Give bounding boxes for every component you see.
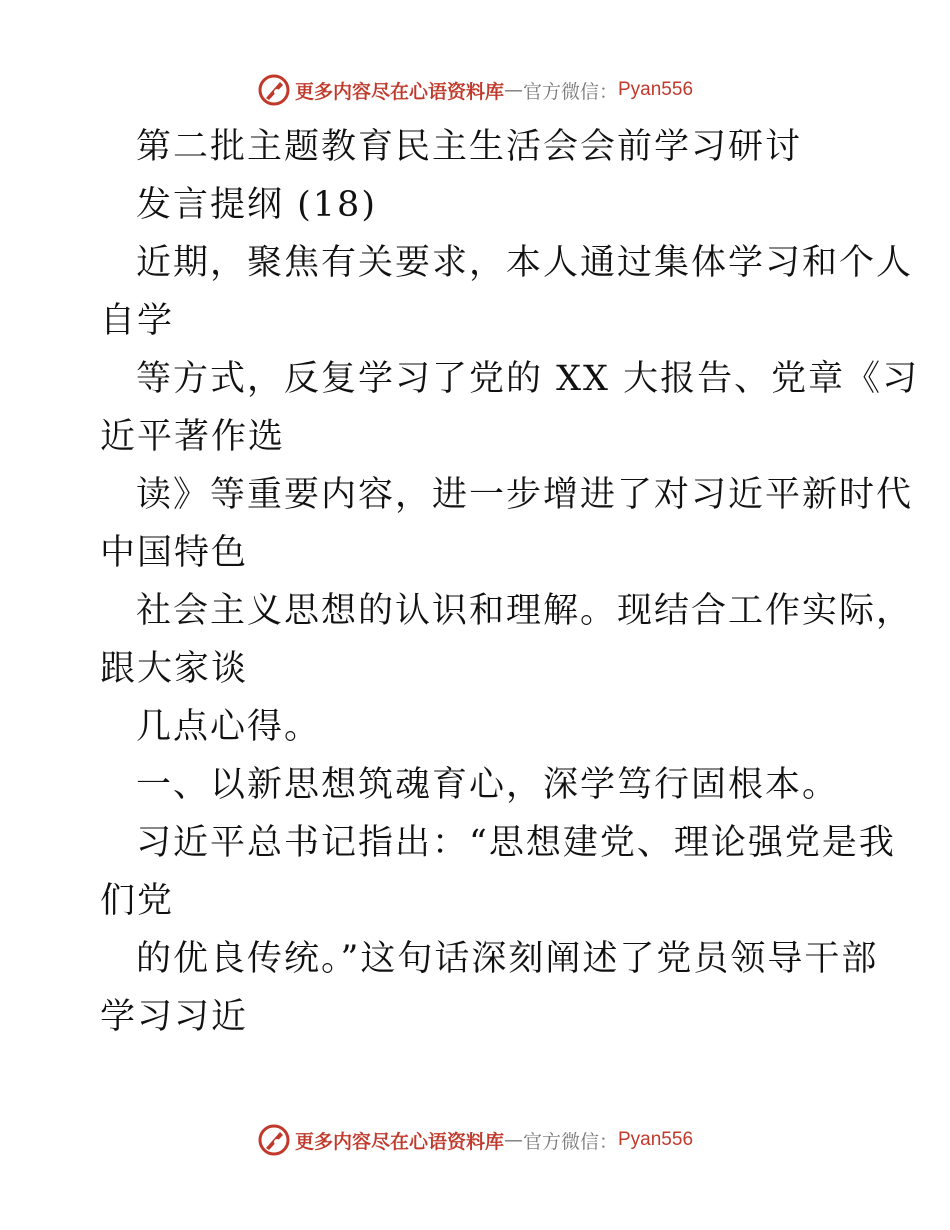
text-line: 近平著作选 xyxy=(100,417,286,457)
text-line: 跟大家谈 xyxy=(100,649,249,689)
pen-logo-icon xyxy=(257,1123,291,1157)
watermark-main-text: 更多内容尽在心语资料库 xyxy=(294,80,504,103)
text-line: 社会主义思想的认识和理解。现结合工作实际， xyxy=(136,591,914,631)
text-line: 几点心得。 xyxy=(136,707,322,747)
header-watermark xyxy=(0,70,950,110)
text-line: 一、以新思想筑魂育心，深学笃行固根本。 xyxy=(136,765,840,805)
text-line: 读》等重要内容，进一步增进了对习近平新时代 xyxy=(136,475,914,515)
text-line: 学习习近 xyxy=(100,997,249,1037)
text-line: 等方式，反复学习了党的 XX 大报告、党章《习 xyxy=(136,359,920,399)
watermark-contact-label: 官方微信： xyxy=(522,1130,618,1153)
watermark-main-text: 更多内容尽在心语资料库 xyxy=(294,1130,504,1153)
text-line: 中国特色 xyxy=(100,533,249,573)
pen-logo-icon xyxy=(257,73,291,107)
footer-watermark xyxy=(0,1120,950,1160)
watermark-contact-id: Pyan556 xyxy=(618,79,694,100)
text-line: 们党 xyxy=(100,881,175,921)
watermark-separator: — xyxy=(503,79,523,101)
text-line: 习近平总书记指出：“思想建党、理论强党是我 xyxy=(136,823,896,863)
watermark-contact-id: Pyan556 xyxy=(618,1129,694,1150)
text-line: 发言提纲 (18) xyxy=(136,185,377,225)
watermark-separator: — xyxy=(503,1129,523,1151)
document-body xyxy=(100,118,920,1046)
text-line: 近期，聚焦有关要求，本人通过集体学习和个人 xyxy=(136,243,914,283)
text-line: 自学 xyxy=(100,301,175,341)
text-line: 第二批主题教育民主生活会会前学习研讨 xyxy=(136,127,803,167)
text-line: 的优良传统。”这句话深刻阐述了党员领导干部 xyxy=(136,939,879,979)
watermark-contact-label: 官方微信： xyxy=(522,80,618,103)
